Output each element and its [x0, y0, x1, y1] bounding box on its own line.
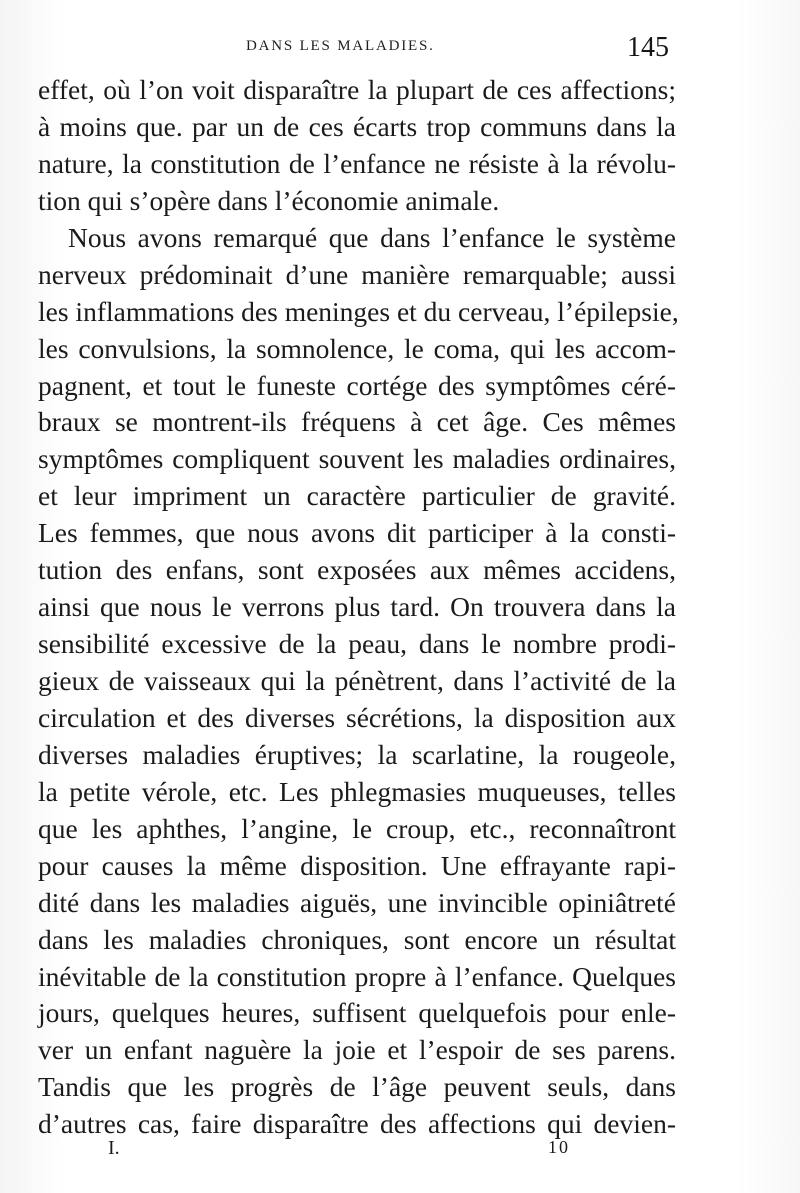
- text-line: dité dans les maladies aiguës, une invincible opiniâtreté: [38, 886, 676, 918]
- text-line: braux se montrent-ils fréquens à cet âge. Ces mêmes: [38, 406, 676, 438]
- text-line: Tandis que les progrès de l’âge peuvent seuls, dans: [38, 1071, 676, 1103]
- text-line: symptômes compliquent souvent les maladies ordinaires,: [38, 443, 676, 475]
- text-line: gieux de vaisseaux qui la pénètrent, dans l’activité de la: [38, 665, 676, 696]
- page-number: 145: [627, 32, 669, 63]
- body-text: [38, 72, 679, 1143]
- text-line: ver un enfant naguère la joie et l’espoir de ses parens.: [38, 1034, 676, 1066]
- text-line: sensibilité excessive de la peau, dans le nombre prodi-: [38, 628, 676, 660]
- text-line: pagnent, et tout le funeste cortége des symptômes céré-: [38, 369, 676, 401]
- text-line: les inflammations des meninges et du cerveau, l’épilepsie,: [38, 295, 679, 327]
- text-line: Les femmes, que nous avons dit participer à la consti-: [38, 517, 676, 549]
- text-line: nature, la constitution de l’enfance ne résiste à la révolu-: [38, 147, 676, 179]
- text-line: que les aphthes, l’angine, le croup, etc., reconnaîtront: [38, 812, 676, 844]
- text-line: dans les maladies chroniques, sont encore un résultat: [38, 923, 676, 955]
- text-line: nerveux prédominait d’une manière remarquable; aussi: [38, 258, 676, 290]
- text-line: à moins que. par un de ces écarts trop communs dans la: [38, 110, 676, 142]
- text-line: inévitable de la constitution propre à l’enfance. Quelques: [38, 960, 676, 992]
- text-line: Nous avons remarqué que dans l’enfance le système: [68, 221, 676, 253]
- text-line: effet, où l’on voit disparaître la plupart de ces affections;: [38, 74, 676, 105]
- running-head: [0, 32, 800, 68]
- text-line: la petite vérole, etc. Les phlegmasies muqueuses, telles: [38, 775, 676, 807]
- text-line: diverses maladies éruptives; la scarlatine, la rougeole,: [38, 738, 676, 770]
- text-line: d’autres cas, faire disparaître des affections qui devien-: [38, 1108, 676, 1140]
- text-line: pour causes la même disposition. Une effrayante rapi-: [38, 849, 676, 881]
- text-line: circulation et des diverses sécrétions, la disposition aux: [38, 701, 676, 733]
- text-line: et leur impriment un caractère particulier de gravité.: [38, 480, 676, 512]
- text-line: ainsi que nous le verrons plus tard. On trouvera dans la: [38, 591, 676, 623]
- sheet-number: 10: [548, 1137, 570, 1157]
- running-title: DANS LES MALADIES.: [246, 38, 435, 54]
- text-line: jours, quelques heures, suffisent quelquefois pour enle-: [38, 997, 676, 1029]
- page-footer: [0, 1137, 800, 1167]
- text-line: tion qui s’opère dans l’économie animale.: [38, 184, 500, 216]
- signature-mark: I.: [108, 1137, 120, 1159]
- text-line: tution des enfans, sont exposées aux mêmes accidens,: [38, 554, 676, 586]
- text-line: les convulsions, la somnolence, le coma, qui les accom-: [38, 332, 676, 364]
